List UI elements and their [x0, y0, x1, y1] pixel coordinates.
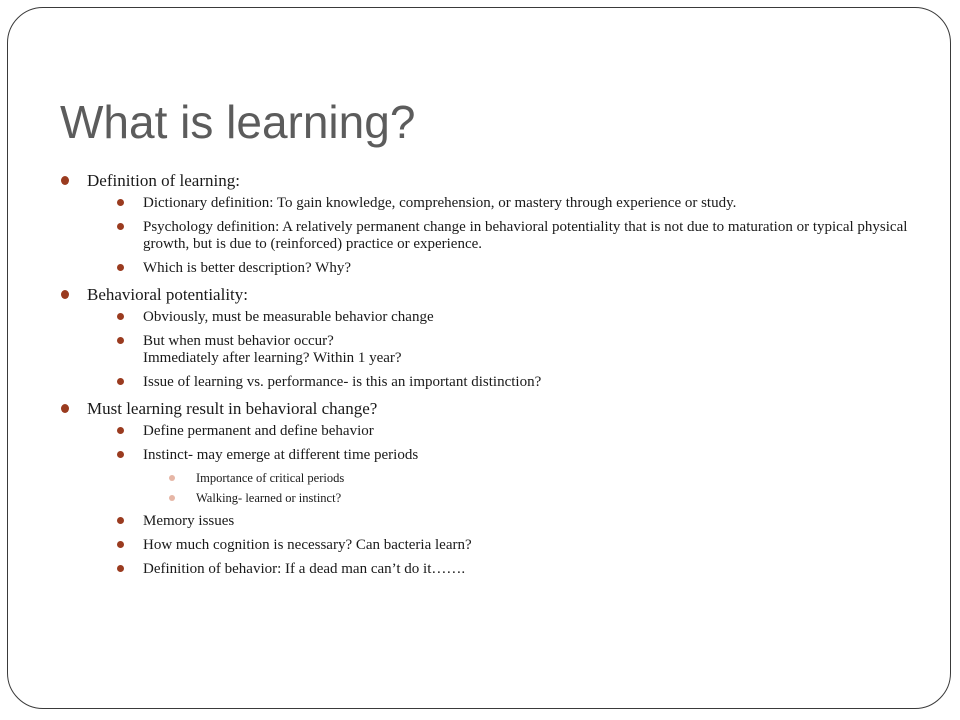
slide-title: What is learning?	[60, 96, 416, 148]
bullet-dot-icon	[117, 337, 124, 344]
bullet-dot-icon	[117, 541, 124, 548]
bullet-dot-icon	[117, 565, 124, 572]
bullet-dot-icon	[117, 264, 124, 271]
bullet-dot-icon	[117, 378, 124, 385]
list-item	[117, 374, 910, 391]
bullet-dot-icon	[169, 495, 175, 501]
bullet-dot-icon	[61, 290, 69, 299]
list-item-text-line2: Immediately after learning? Within 1 year?	[143, 350, 402, 366]
bullet-dot-icon	[117, 313, 124, 320]
bullet-dot-icon	[117, 517, 124, 524]
list-item	[117, 309, 910, 326]
bullet-dot-icon	[117, 427, 124, 434]
list-item-text: How much cognition is necessary? Can bacteria learn?	[143, 537, 472, 553]
list-item	[117, 447, 910, 506]
list-item-text: Which is better description? Why?	[143, 260, 351, 276]
list-item	[169, 470, 910, 486]
list-item	[117, 513, 910, 530]
bullet-dot-icon	[61, 404, 69, 413]
list-item-text: Importance of critical periods	[196, 471, 345, 485]
slide-body	[60, 170, 910, 585]
list-item-text: Dictionary definition: To gain knowledge, comprehension, or mastery through experience or study.	[143, 195, 737, 211]
section-heading: Behavioral potentiality:	[87, 285, 248, 304]
section-behavioral-potentiality	[60, 284, 910, 391]
list-item	[117, 561, 910, 578]
section-heading: Must learning result in behavioral change?	[87, 399, 378, 418]
bullet-dot-icon	[117, 451, 124, 458]
list-item	[117, 537, 910, 554]
section-behavioral-change	[60, 398, 910, 578]
list-item-text: Walking- learned or instinct?	[196, 491, 342, 505]
sub-bullet-list	[87, 195, 910, 277]
list-item-text: Instinct- may emerge at different time periods	[143, 447, 419, 463]
list-item	[117, 423, 910, 440]
list-item-text: Memory issues	[143, 513, 235, 529]
list-item-text: Issue of learning vs. performance- is this an important distinction?	[143, 374, 542, 390]
list-item	[117, 333, 910, 367]
bullet-list	[60, 170, 910, 578]
sub-bullet-list	[87, 309, 910, 391]
bullet-dot-icon	[117, 199, 124, 206]
list-item	[169, 490, 910, 506]
bullet-dot-icon	[169, 475, 175, 481]
list-item-text: Define permanent and define behavior	[143, 423, 374, 439]
section-definition-of-learning	[60, 170, 910, 277]
bullet-dot-icon	[61, 176, 69, 185]
list-item-text: Definition of behavior: If a dead man can’t do it…….	[143, 561, 466, 577]
list-item-text: But when must behavior occur?	[143, 333, 334, 349]
list-item-text: Obviously, must be measurable behavior change	[143, 309, 434, 325]
list-item	[117, 219, 910, 253]
sub-bullet-list	[87, 423, 910, 578]
list-item	[117, 260, 910, 277]
list-item-text: Psychology definition: A relatively permanent change in behavioral potentiality that is not due to maturation or typical physical growth, but is due to (reinforced) practice or experience.	[143, 219, 908, 252]
section-heading: Definition of learning:	[87, 171, 240, 190]
list-item	[117, 195, 910, 212]
bullet-dot-icon	[117, 223, 124, 230]
sub-sub-bullet-list	[143, 470, 910, 506]
